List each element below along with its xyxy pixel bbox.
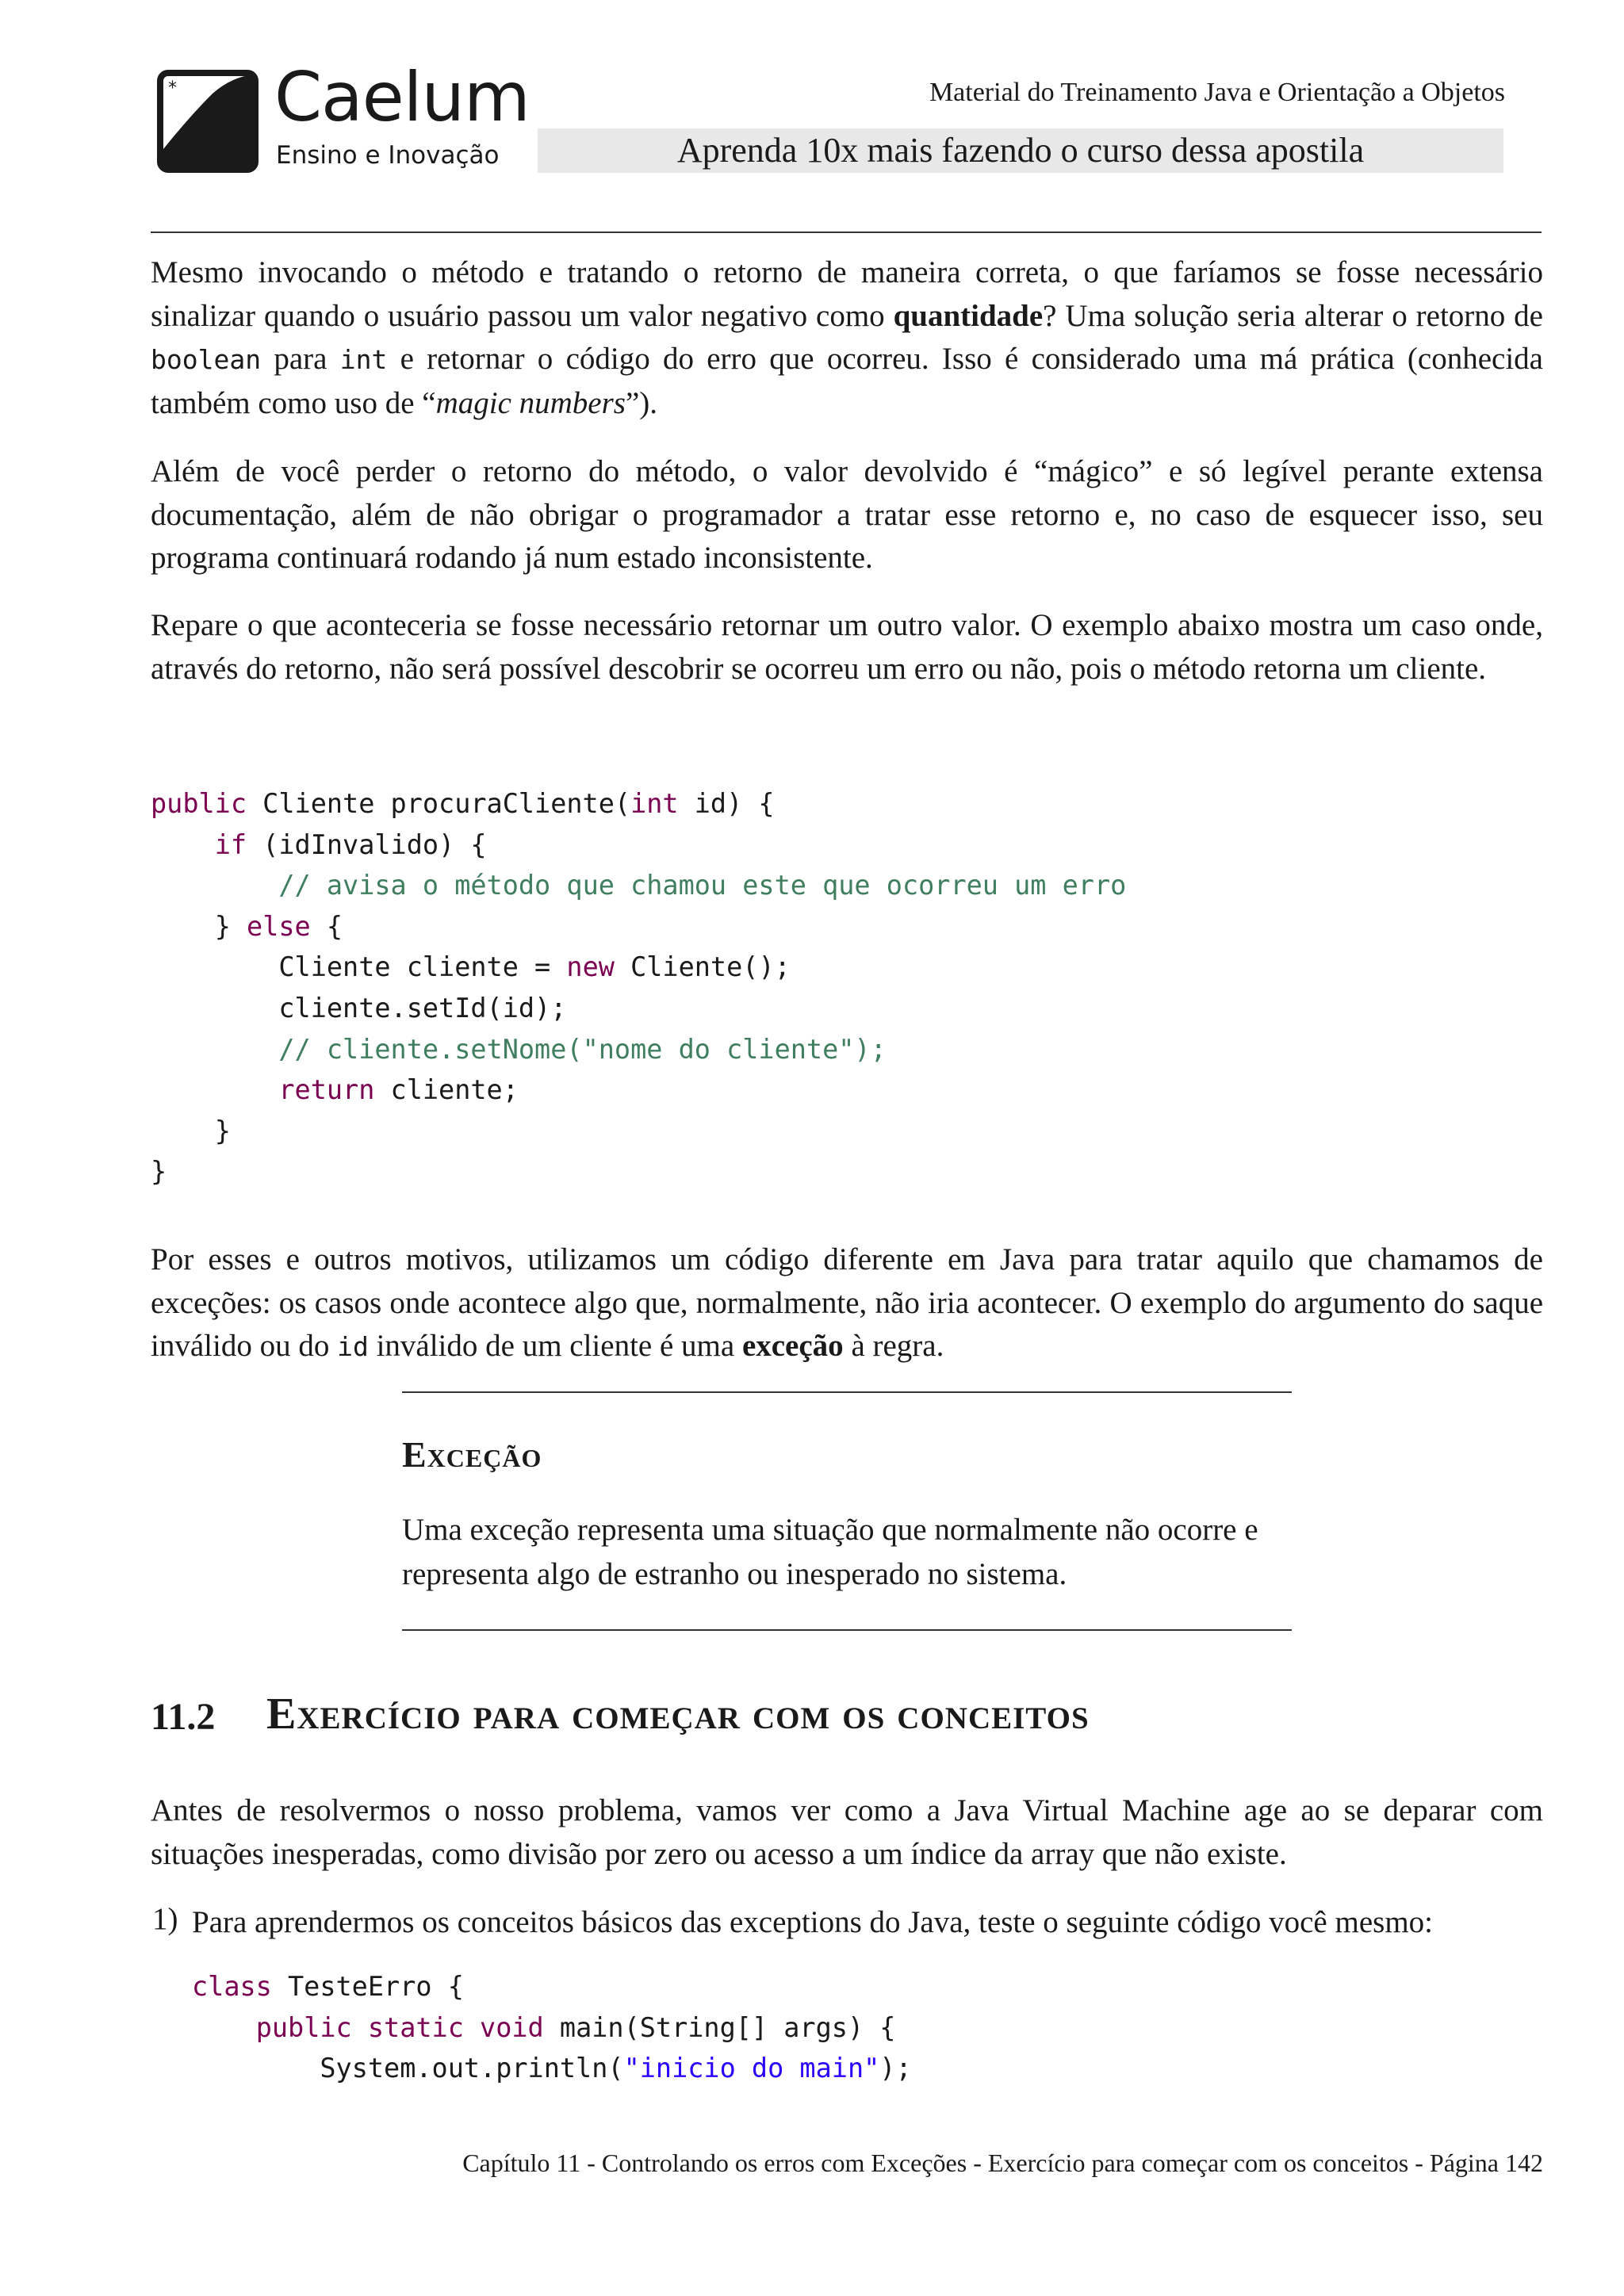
page-footer: Capítulo 11 - Controlando os erros com Exceções - Exercício para começar com os conceitos - Página 142	[462, 2149, 1543, 2177]
caelum-logo	[157, 58, 530, 177]
box-top-rule	[402, 1391, 1292, 1393]
code-teste-erro: class TesteErro { public static void main(String[] args) { System.out.println("inicio do main");	[192, 1971, 912, 2084]
code-procura-cliente: public Cliente procuraCliente(int id) { if (idInvalido) { // avisa o método que chamou este que ocorreu um erro } else { Cliente cliente = new Cliente(); cliente.setId(id); // cliente.setNome("nome do cliente"); return cliente; } }	[151, 788, 1127, 1188]
course-banner[interactable]: Aprenda 10x mais fazendo o curso dessa apostila	[538, 128, 1503, 173]
material-title: Material do Treinamento Java e Orientação a Objetos	[929, 78, 1505, 107]
caelum-logo-icon	[157, 70, 259, 173]
box-bottom-rule	[402, 1629, 1292, 1631]
section-title: Exercício para começar com os conceitos	[266, 1689, 1090, 1739]
section-number: 11.2	[151, 1696, 216, 1738]
list-item-number: 1)	[152, 1902, 178, 1936]
paragraph-other-value: Repare o que aconteceria se fosse necessário retornar um outro valor. O exemplo abaixo mostra um caso onde, através do retorno, não será possível descobrir se ocorreu um erro ou não, pois o método retorna um cliente.	[151, 608, 1543, 686]
paragraph-magic-numbers: Mesmo invocando o método e tratando o retorno de maneira correta, o que faríamos se fosse necessário sinalizar quando o usuário passou um valor negativo como quantidade? Uma solução seria alterar o retorno de boolean para int e retornar o código do erro que ocorreu. Isso é considerado uma má prática (conhecida também como uso de “magic numbers”).	[151, 255, 1543, 420]
paragraph-exceptions-intro: Por esses e outros motivos, utilizamos um código diferente em Java para tratar aquilo que chamamos de exceções: os casos onde acontece algo que, normalmente, não iria acontecer. O exemplo do argumento do saque inválido ou do id inválido de um cliente é uma exceção à regra.	[151, 1242, 1543, 1363]
box-title: Exceção	[402, 1434, 542, 1475]
logo-tagline: Ensino e Inovação	[276, 141, 500, 170]
list-item-text: Para aprendermos os conceitos básicos das exceptions do Java, teste o seguinte código você mesmo:	[192, 1905, 1433, 1939]
paragraph-return-problems: Além de você perder o retorno do método, o valor devolvido é “mágico” e só legível perante extensa documentação, além de não obrigar o programador a tratar esse retorno e, no caso de esquecer isso, seu programa continuará rodando já num estado inconsistente.	[151, 454, 1543, 575]
svg-text:*: *	[168, 78, 177, 98]
header-divider	[151, 232, 1542, 233]
paragraph-jvm-intro: Antes de resolvermos o nosso problema, vamos ver como a Java Virtual Machine age ao se deparar com situações inesperadas, como divisão por zero ou acesso a um índice da array que não existe.	[151, 1793, 1543, 1871]
logo-wordmark: Caelum	[274, 58, 530, 137]
box-definition: Uma exceção representa uma situação que normalmente não ocorre e representa algo de estranho ou inesperado no sistema.	[402, 1513, 1258, 1591]
